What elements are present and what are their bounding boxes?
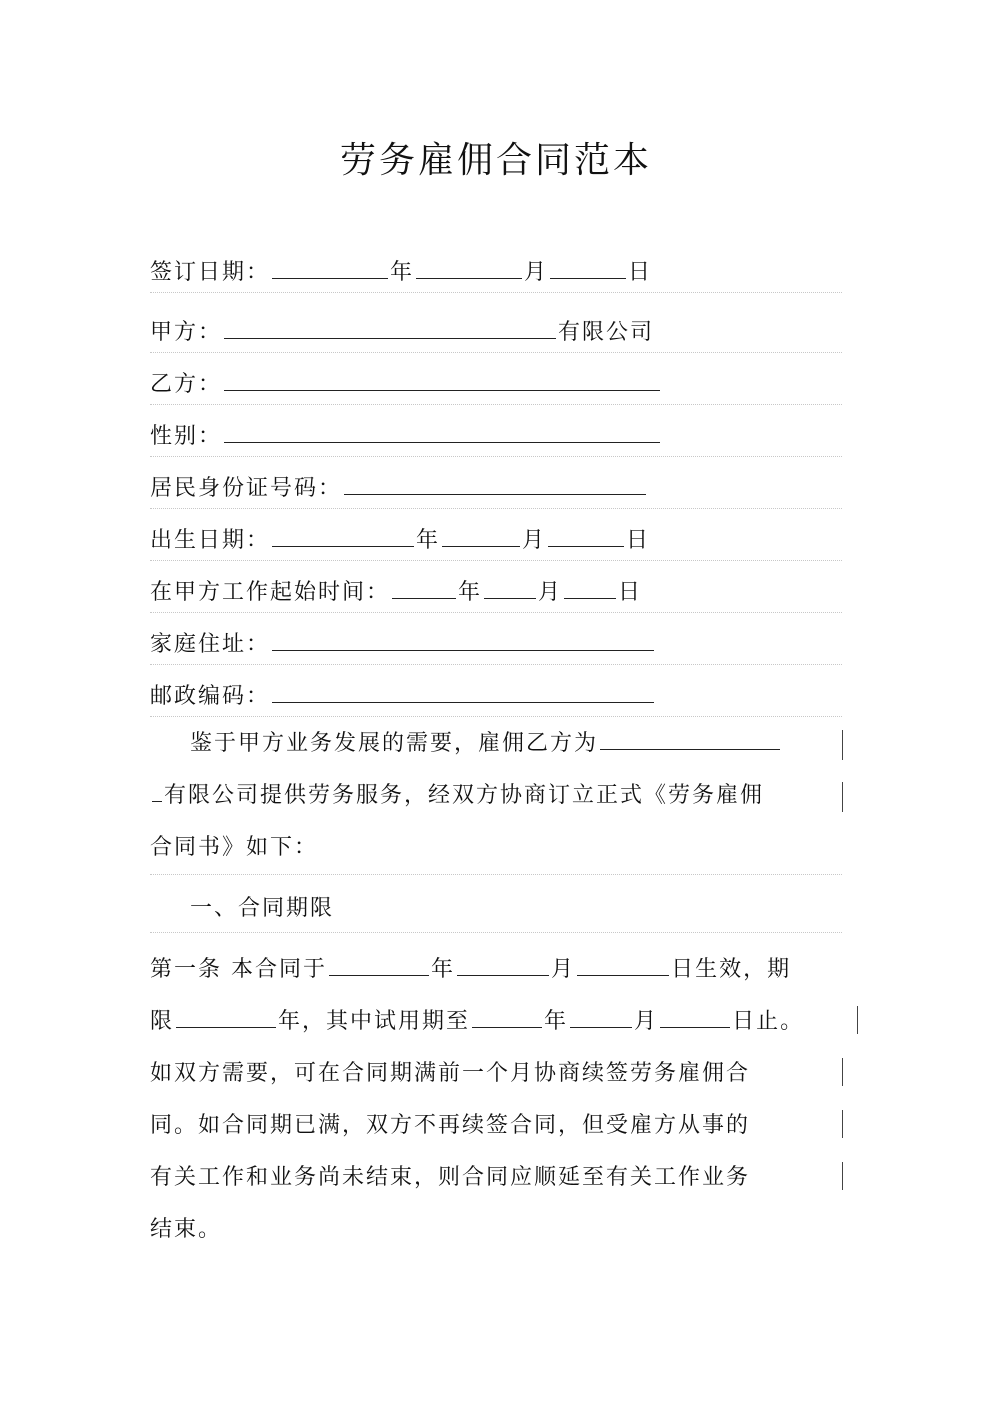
party-b-label: 乙方： xyxy=(150,372,223,397)
year-label: 年 xyxy=(390,260,415,285)
margin-bar xyxy=(842,1110,843,1138)
start-month-blank[interactable] xyxy=(484,572,536,599)
id-number-row xyxy=(150,468,842,509)
postcode-label: 邮政编码： xyxy=(150,684,271,709)
article-line-5: 有关工作和业务尚未结束，则合同应顺延至有关工作业务 xyxy=(150,1165,751,1190)
id-number-blank[interactable] xyxy=(344,468,646,495)
month-label: 月 xyxy=(524,260,549,285)
sign-month-blank[interactable] xyxy=(416,252,522,279)
year-label: 年 xyxy=(458,580,483,605)
birth-day-blank[interactable] xyxy=(548,520,624,547)
effective-year-blank[interactable] xyxy=(329,949,429,976)
party-b-row xyxy=(150,364,842,405)
intro-paragraph xyxy=(150,718,842,875)
margin-bar xyxy=(857,1006,858,1034)
birth-year-blank[interactable] xyxy=(272,520,414,547)
effective-day-blank[interactable] xyxy=(577,949,669,976)
address-label: 家庭住址： xyxy=(150,632,271,657)
sign-day-blank[interactable] xyxy=(550,252,626,279)
article-1-text-2: 日生效，期 xyxy=(671,957,792,982)
sign-year-blank[interactable] xyxy=(272,252,388,279)
year-label: 年 xyxy=(431,957,456,982)
margin-bar xyxy=(842,730,843,760)
month-label: 月 xyxy=(522,528,547,553)
margin-bar xyxy=(842,782,843,812)
gender-blank[interactable] xyxy=(224,416,660,443)
article-line-3: 如双方需要，可在合同期满前一个月协商续签劳务雇佣合 xyxy=(150,1061,751,1086)
article-1-text-1: 本合同于 xyxy=(231,957,328,982)
month-label: 月 xyxy=(634,1009,659,1034)
effective-month-blank[interactable] xyxy=(457,949,549,976)
article-1-label: 第一条 xyxy=(150,957,223,982)
margin-bar xyxy=(842,1162,843,1190)
birth-date-row xyxy=(150,520,842,561)
gender-row xyxy=(150,416,842,457)
start-day-blank[interactable] xyxy=(564,572,616,599)
company-blank[interactable] xyxy=(600,723,780,750)
birth-month-blank[interactable] xyxy=(442,520,520,547)
intro-line-3: 合同书》如下： xyxy=(150,835,319,860)
article-line-6: 结束。 xyxy=(150,1217,223,1242)
article-2-text-2: 年，其中试用期至 xyxy=(278,1009,471,1034)
article-2-text-3: 日止。 xyxy=(732,1009,805,1034)
party-a-row xyxy=(150,312,842,353)
month-label: 月 xyxy=(538,580,563,605)
section-heading-row xyxy=(150,892,842,933)
party-a-blank[interactable] xyxy=(224,312,556,339)
gender-label: 性别： xyxy=(150,424,223,449)
postcode-row xyxy=(150,676,842,717)
year-label: 年 xyxy=(416,528,441,553)
company-blank-tail xyxy=(152,775,162,802)
trial-day-blank[interactable] xyxy=(660,1001,730,1028)
party-b-blank[interactable] xyxy=(224,364,660,391)
trial-year-blank[interactable] xyxy=(472,1001,542,1028)
birth-date-label: 出生日期： xyxy=(150,528,271,553)
intro-line-2: 有限公司提供劳务服务，经双方协商订立正式《劳务雇佣 xyxy=(164,783,765,808)
start-date-row xyxy=(150,572,842,613)
article-2-text-1: 限 xyxy=(150,1009,175,1034)
term-years-blank[interactable] xyxy=(176,1001,276,1028)
article-1 xyxy=(150,944,842,1256)
sign-date-row xyxy=(150,252,842,293)
day-label: 日 xyxy=(626,528,651,553)
year-label: 年 xyxy=(544,1009,569,1034)
id-number-label: 居民身份证号码： xyxy=(150,476,343,501)
intro-line-1: 鉴于甲方业务发展的需要，雇佣乙方为 xyxy=(190,731,599,756)
month-label: 月 xyxy=(551,957,576,982)
sign-date-label: 签订日期： xyxy=(150,260,271,285)
party-a-label: 甲方： xyxy=(150,320,223,345)
start-year-blank[interactable] xyxy=(392,572,456,599)
postcode-blank[interactable] xyxy=(272,676,654,703)
trial-month-blank[interactable] xyxy=(570,1001,632,1028)
margin-bar xyxy=(842,1058,843,1086)
article-line-4: 同。如合同期已满，双方不再续签合同，但受雇方从事的 xyxy=(150,1113,751,1138)
party-a-suffix: 有限公司 xyxy=(558,320,655,345)
address-blank[interactable] xyxy=(272,624,654,651)
day-label: 日 xyxy=(618,580,643,605)
start-date-label: 在甲方工作起始时间： xyxy=(150,580,391,605)
section-heading: 一、合同期限 xyxy=(190,896,335,921)
address-row xyxy=(150,624,842,665)
document-title: 劳务雇佣合同范本 xyxy=(339,140,652,181)
day-label: 日 xyxy=(628,260,653,285)
